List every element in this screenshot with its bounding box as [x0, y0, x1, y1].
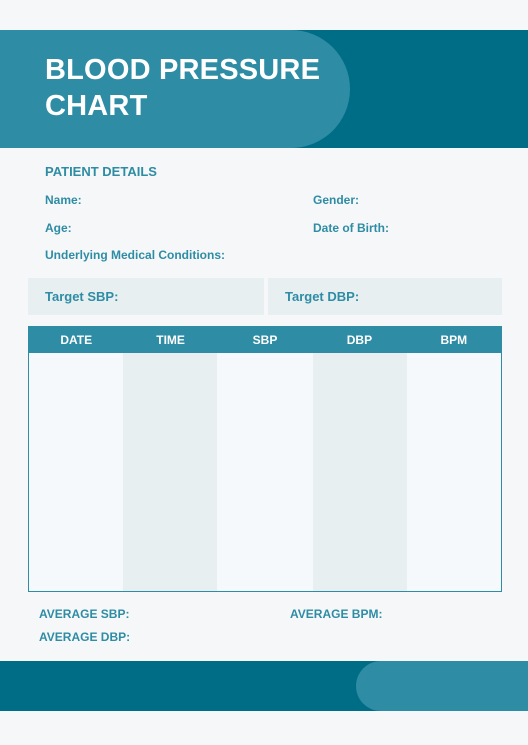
conditions-label: Underlying Medical Conditions: [45, 248, 226, 262]
table-header [29, 327, 501, 353]
patient-details-heading: PATIENT DETAILS [45, 164, 157, 179]
dbp-column-shade [313, 353, 407, 591]
header-bpm: BPM [440, 333, 468, 347]
average-bpm-label: AVERAGE BPM: [290, 607, 383, 621]
header-sbp: SBP [252, 333, 278, 347]
dob-label: Date of Birth: [313, 221, 389, 235]
header-time: TIME [156, 333, 185, 347]
footer-pill [356, 661, 528, 711]
target-dbp-label: Target DBP: [285, 289, 360, 304]
readings-table [28, 326, 502, 592]
target-dbp-box [268, 278, 502, 315]
page-title: BLOOD PRESSURE CHART [45, 54, 321, 122]
age-label: Age: [45, 221, 72, 235]
time-column-shade [123, 353, 217, 591]
target-sbp-box [28, 278, 264, 315]
header-date: DATE [60, 333, 93, 347]
average-sbp-label: AVERAGE SBP: [39, 607, 130, 621]
average-dbp-label: AVERAGE DBP: [39, 630, 131, 644]
name-label: Name: [45, 193, 82, 207]
target-sbp-label: Target SBP: [45, 289, 119, 304]
gender-label: Gender: [313, 193, 360, 207]
header-dbp: DBP [346, 333, 373, 347]
